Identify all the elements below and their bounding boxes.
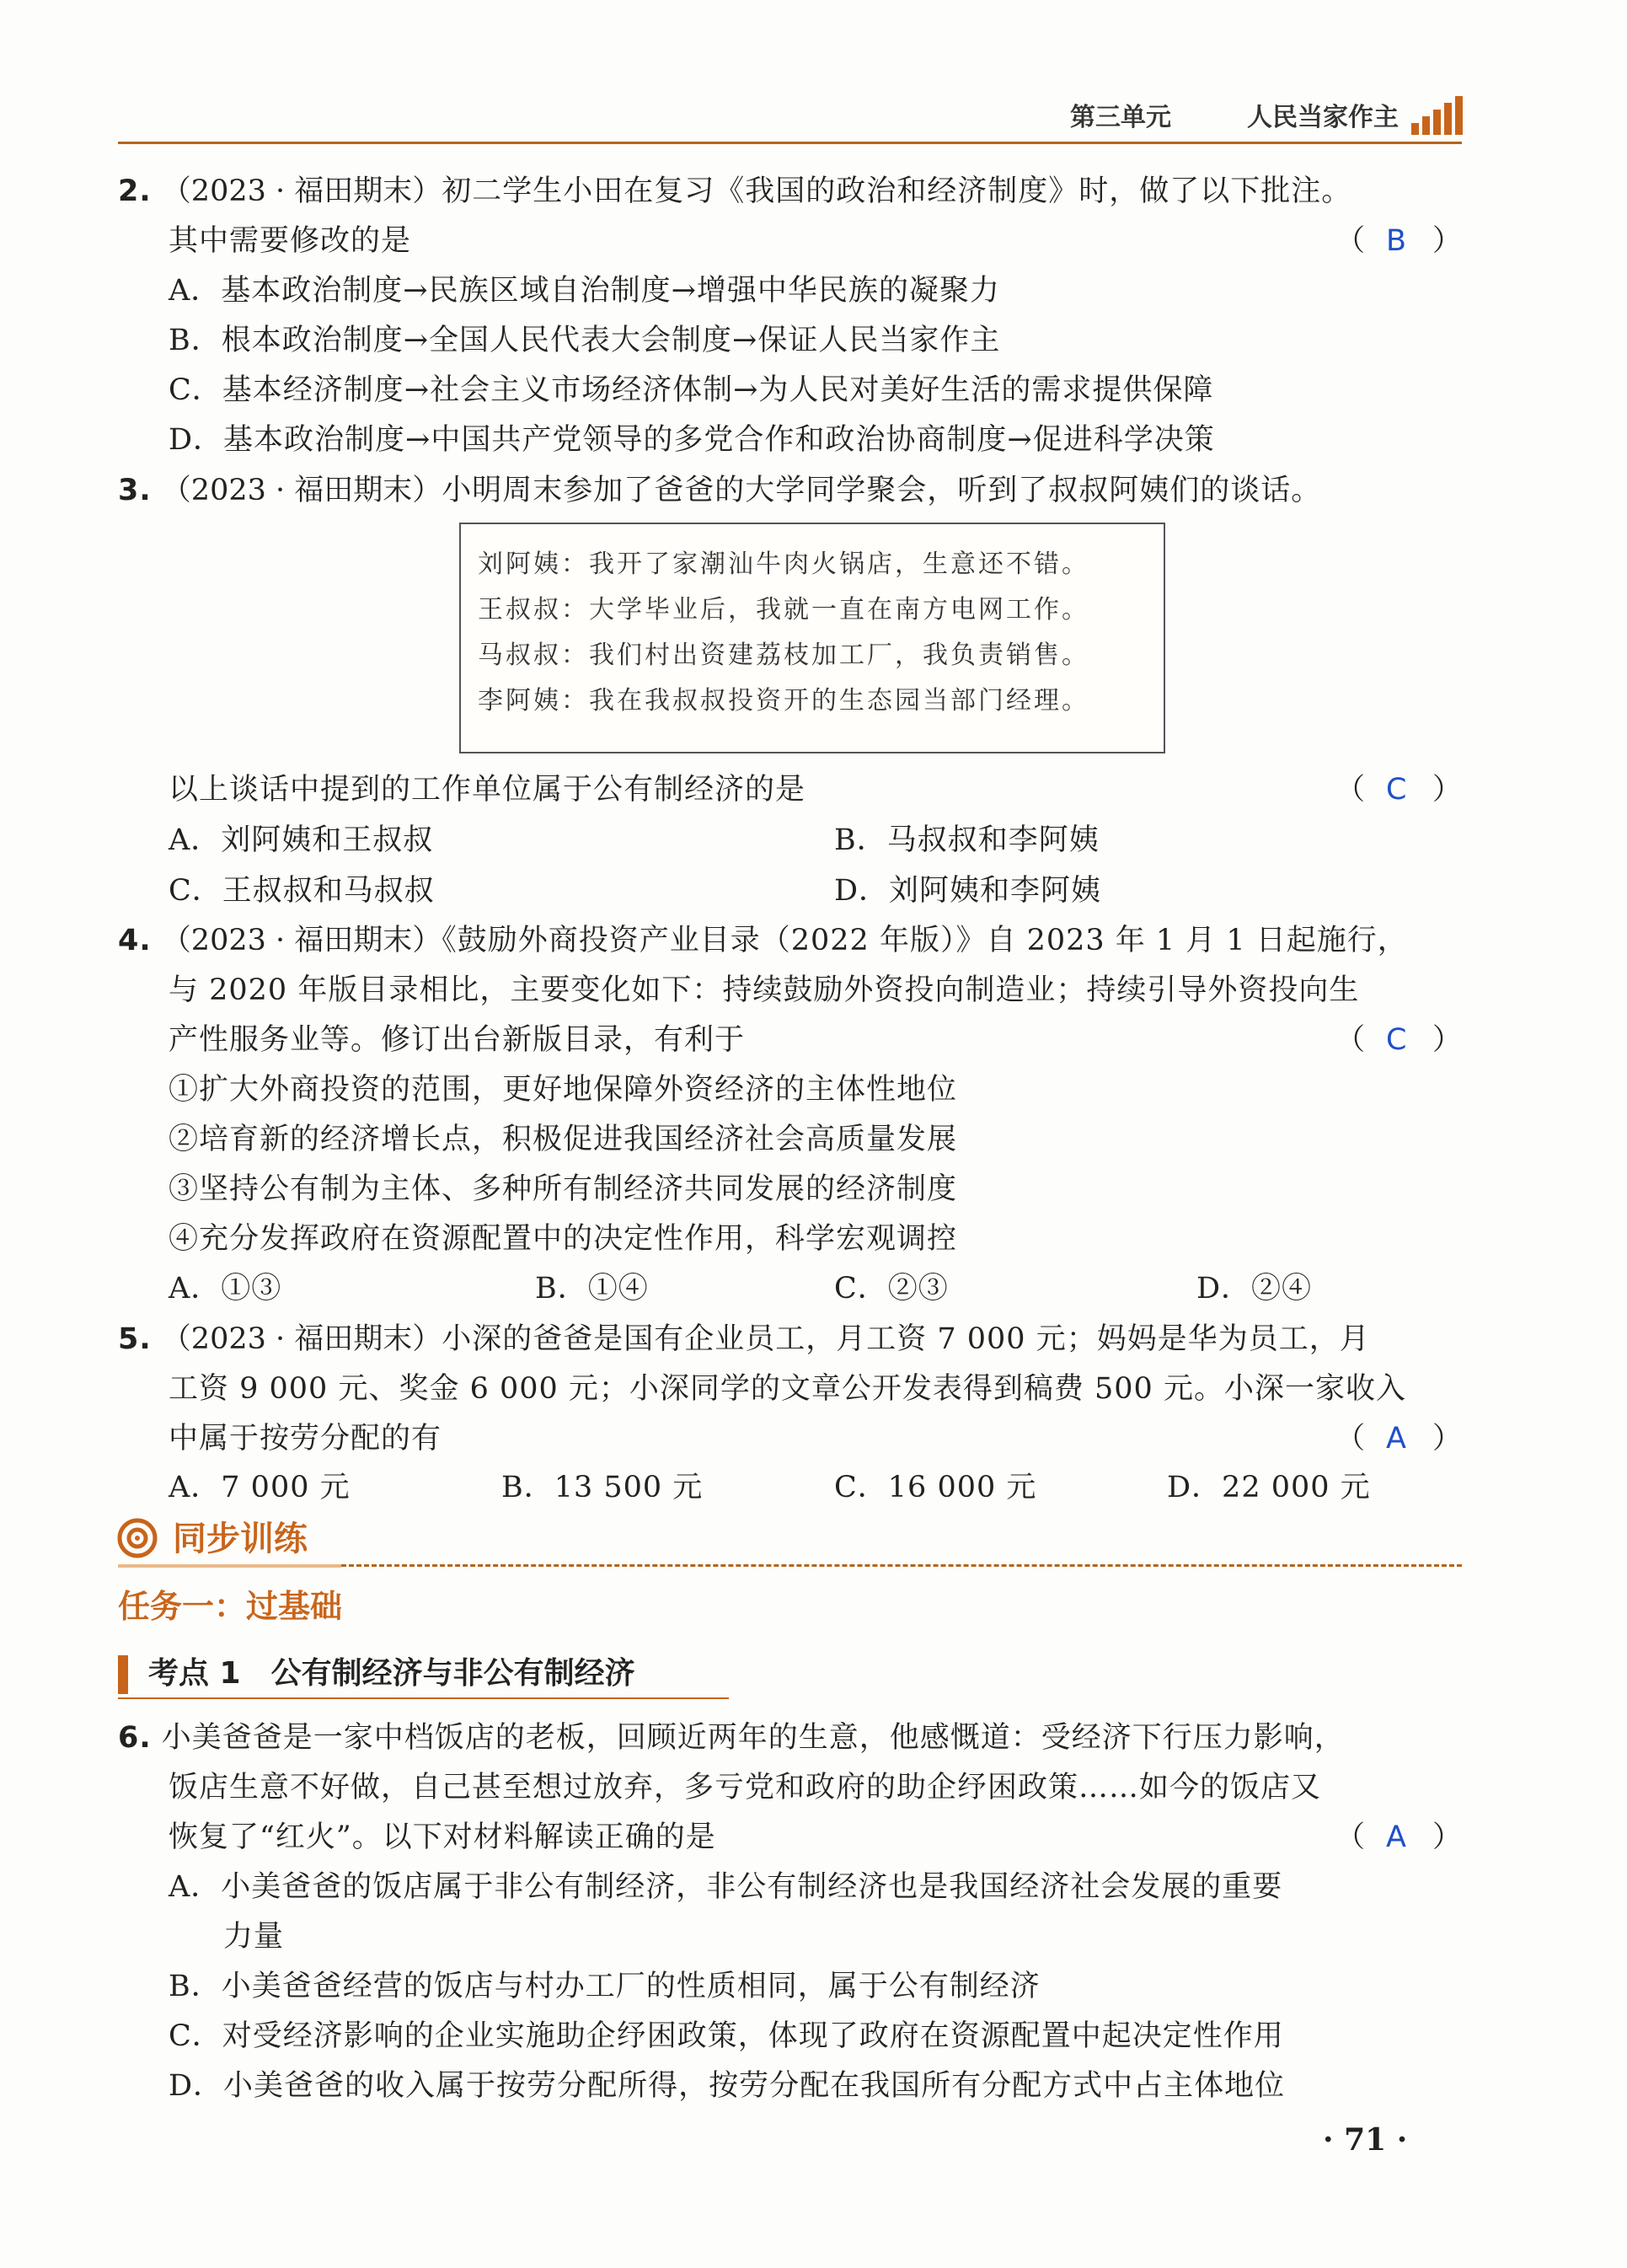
q6-stem3: 恢复了“红火”。以下对材料解读正确的是 [169, 1820, 716, 1854]
bar-logo-icon [1411, 96, 1462, 135]
q4-source: （2023 · 福田期末） [161, 924, 442, 957]
talk-line: 马叔叔：我们村出资建荔枝加工厂，我负责销售。 [478, 641, 1089, 670]
q5-option-a: A．7 000 元 [169, 1471, 351, 1504]
q2-stem-line1 [118, 173, 1351, 210]
q4-stem-line1 [118, 922, 1408, 959]
q4-number: 4. [118, 924, 152, 957]
q3-option-a: A．刘阿姨和王叔叔 [169, 823, 434, 857]
target-icon [116, 1517, 158, 1559]
q4-option-c: C．②③ [834, 1272, 949, 1306]
q4-stem1: 《鼓励外商投资产业目录（2022 年版）》自 2023 年 1 月 1 日起施行， [442, 924, 1408, 957]
q2-stem2: 其中需要修改的是 [169, 224, 412, 258]
q5-option-d: D．22 000 元 [1167, 1471, 1371, 1504]
q3-number: 3. [118, 474, 152, 507]
q3-answer-value: C [1386, 773, 1407, 807]
talk-line: 刘阿姨：我开了家潮汕牛肉火锅店，生意还不错。 [478, 550, 1089, 579]
unit-title: 人民当家作主 [1247, 103, 1399, 132]
key-point-marker [118, 1655, 128, 1694]
q5-option-c: C．16 000 元 [834, 1471, 1037, 1504]
q6-stem2: 饭店生意不好做，自己甚至想过放弃，多亏党和政府的助企纾困政策……如今的饭店又 [169, 1771, 1322, 1804]
q6-option-b: B．小美爸爸经营的饭店与村办工厂的性质相同，属于公有制经济 [169, 1970, 1041, 2003]
q5-answer-value: A [1386, 1422, 1406, 1456]
q5-source: （2023 · 福田期末） [161, 1322, 442, 1356]
q4-item: ④充分发挥政府在资源配置中的决定性作用，科学宏观调控 [169, 1222, 958, 1256]
q2-source: （2023 · 福田期末） [161, 174, 442, 208]
q4-answer-value: C [1386, 1023, 1407, 1057]
q6-stem1: 小美爸爸是一家中档饭店的老板，回顾近两年的生意，他感慨道：受经济下行压力影响， [161, 1721, 1345, 1755]
q2-number: 2. [118, 174, 152, 208]
textbook-page: 第三单元 人民当家作主 2. （2023 · 福田期末）初二学生小田在复习《我国的政治和经济制度》时，做了以下批注。 其中需要修改的是 （ B ） A．基本政治制度→民族区域自治制度→增强中华民族的凝聚力 B．根本政治制度→全国人民代表大会制度→保证人民当家作主 C．基本经济制度→社会主义市场经济体制→为人民对美好生活的需求提供保障 D．基本政治制度→中国共产党领导的多党合作和政治协商制度→促进科学决策 3. （2023 · 福田期末）小明周末参加了爸爸的大学同学聚会，听到了叔叔阿姨们的谈话。 刘阿姨：我开了家潮汕牛肉火锅店，生意还不错。 王叔叔：大学毕业后，我就一直在南方电网工作。 马叔叔：我们村出资建荔枝加工厂，我负责销售。 李阿姨：我在我叔叔投资开的生态园当部门经理。 以上谈话中提到的工作单位属于公有制经济的是 （ C ） A．刘阿姨和王叔叔 B．马叔叔和李阿姨 C．王叔叔和马叔叔 D．刘阿姨和李阿姨 4. （2023 · 福田期末）《鼓励外商投资产业目录（2022 年版）》自 2023 年 1 月 1 日起施行， 与 2020 年版目录相比，主要变化如下：持续鼓励外资投向制造业；持续引导外资投向生 产性服务业等。修订出台新版目录，有利于 （ C ） ①扩大外商投资的范围，更好地保障外资经济的主体性地位 ②培育新的经济增长点，积极促进我国经济社会高质量发展 ③坚持公有制为主体、多种所有制经济共同发展的经济制度 ④充分发挥政府在资源配置中的决定性作用，科学宏观调控 A．①③ B．①④ C．②③ D．②④ 5. （2023 · 福田期末）小深的爸爸是国有企业员工，月工资 7 000 元；妈妈是华为员工，月 工资 9 000 元、奖金 6 000 元；小深同学的文章公开发表得到稿费 500 元。小深一家收入 中属于按劳分配的有 （ A ） A．7 000 元 B．13 500 元 C．16 000 元 D．22 000 元 同步训练 任务一：过基础 考点 1 公有制经济与非公有制经济 6. 小美爸爸是一家中档饭店的老板，回顾近两年的生意，他感慨道：受经济下行压力影响， 饭店生意不好做，自己甚至想过放弃，多亏党和政府的助企纾困政策……如今的饭店又 恢复了“红火”。以下对材料解读正确的是 （ A ） A．小美爸爸的饭店属于非公有制经济，非公有制经济也是我国经济社会发展的重要 力量 B．小美爸爸经营的饭店与村办工厂的性质相同，属于公有制经济 C．对受经济影响的企业实施助企纾困政策，体现了政府在资源配置中起决定性作用 D．小美爸爸的收入属于按劳分配所得，按劳分配在我国所有分配方式中占主体地位 · 71 · [0, 0, 1627, 2268]
task-heading: 任务一：过基础 [118, 1588, 343, 1625]
key-point-title: 考点 1 公有制经济与非公有制经济 [148, 1656, 635, 1691]
q4-item: ②培育新的经济增长点，积极促进我国经济社会高质量发展 [169, 1123, 958, 1156]
section-underline [118, 1564, 341, 1568]
q6-option-c: C．对受经济影响的企业实施助企纾困政策，体现了政府在资源配置中起决定性作用 [169, 2019, 1284, 2053]
q3-option-c: C．王叔叔和马叔叔 [169, 874, 435, 908]
q4-option-d: D．②④ [1196, 1272, 1313, 1306]
q2-answer-value: B [1386, 224, 1407, 258]
q3-source: （2023 · 福田期末） [161, 474, 442, 507]
q4-item: ①扩大外商投资的范围，更好地保障外资经济的主体性地位 [169, 1073, 958, 1107]
page-header [118, 91, 1462, 144]
q5-stem-line1 [118, 1321, 1370, 1358]
talk-line: 李阿姨：我在我叔叔投资开的生态园当部门经理。 [478, 686, 1089, 716]
q2-option-b: B．根本政治制度→全国人民代表大会制度→保证人民当家作主 [169, 324, 1001, 357]
key-point-heading [118, 1650, 729, 1699]
q6-answer-value: A [1386, 1820, 1406, 1854]
section-title: 同步训练 [173, 1520, 308, 1558]
q3-option-d: D．刘阿姨和李阿姨 [834, 874, 1102, 908]
page-number: · 71 · [1323, 2122, 1408, 2158]
q4-item: ③坚持公有制为主体、多种所有制经济共同发展的经济制度 [169, 1172, 958, 1206]
q4-stem3: 产性服务业等。修订出台新版目录，有利于 [169, 1023, 746, 1057]
talk-line: 王叔叔：大学毕业后，我就一直在南方电网工作。 [478, 595, 1089, 625]
q5-stem3: 中属于按劳分配的有 [169, 1422, 442, 1456]
q2-option-a: A．基本政治制度→民族区域自治制度→增强中华民族的凝聚力 [169, 274, 1000, 308]
q3-option-b: B．马叔叔和李阿姨 [834, 823, 1100, 857]
q6-option-a: A．小美爸爸的饭店属于非公有制经济，非公有制经济也是我国经济社会发展的重要 [169, 1870, 1283, 1904]
q2-option-d: D．基本政治制度→中国共产党领导的多党合作和政治协商制度→促进科学决策 [169, 423, 1215, 457]
q4-option-b: B．①④ [535, 1272, 649, 1306]
q3-stem [118, 472, 1321, 509]
q3-stem-text: 小明周末参加了爸爸的大学同学聚会，听到了叔叔阿姨们的谈话。 [442, 474, 1322, 507]
q4-stem2: 与 2020 年版目录相比，主要变化如下：持续鼓励外资投向制造业；持续引导外资投向生 [169, 973, 1360, 1007]
q5-option-b: B．13 500 元 [501, 1471, 704, 1504]
conversation-box [459, 523, 1165, 753]
q2-option-c: C．基本经济制度→社会主义市场经济体制→为人民对美好生活的需求提供保障 [169, 373, 1214, 407]
q4-option-a: A．①③ [169, 1272, 282, 1306]
q6-option-a-cont: 力量 [223, 1920, 285, 1954]
q5-stem1: 小深的爸爸是国有企业员工，月工资 7 000 元；妈妈是华为员工，月 [442, 1322, 1370, 1356]
q3-question: 以上谈话中提到的工作单位属于公有制经济的是 [169, 773, 806, 807]
q6-option-d: D．小美爸爸的收入属于按劳分配所得，按劳分配在我国所有分配方式中占主体地位 [169, 2069, 1286, 2103]
section-divider [341, 1564, 1462, 1567]
q6-number: 6. [118, 1721, 152, 1755]
unit-label: 第三单元 [1070, 103, 1171, 132]
q5-number: 5. [118, 1322, 152, 1356]
q6-stem-line1 [118, 1719, 1345, 1756]
q2-stem1: 初二学生小田在复习《我国的政治和经济制度》时，做了以下批注。 [442, 174, 1352, 208]
q5-stem2: 工资 9 000 元、奖金 6 000 元；小深同学的文章公开发表得到稿费 500 元。小深一家收入 [169, 1372, 1406, 1406]
